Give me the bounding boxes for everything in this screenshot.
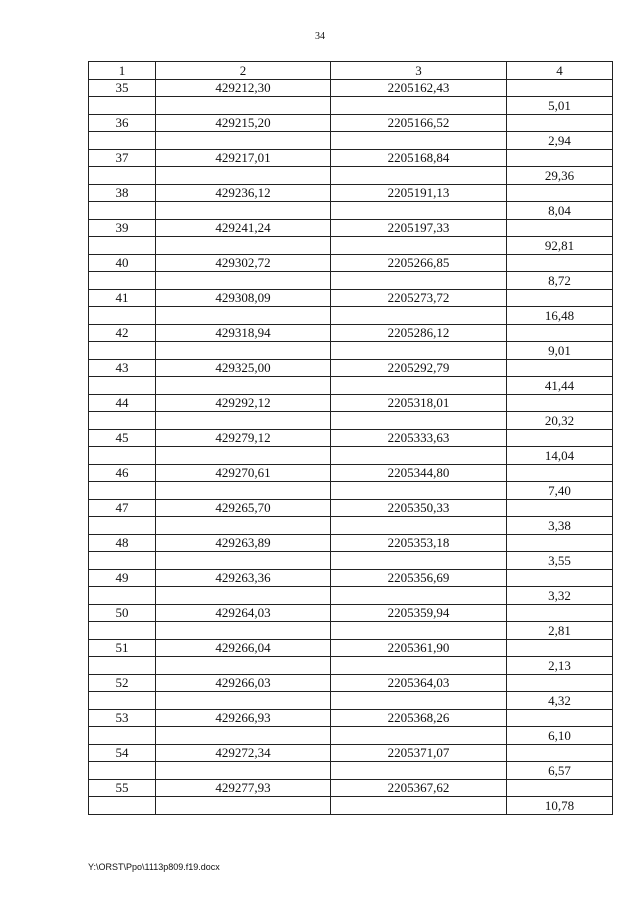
empty-cell — [89, 237, 156, 255]
y-coordinate-cell: 2205266,85 — [331, 254, 507, 272]
header-col-1: 1 — [89, 62, 156, 80]
point-number-cell: 46 — [89, 464, 156, 482]
point-number-cell: 44 — [89, 394, 156, 412]
table-row-distance — [89, 237, 613, 255]
empty-cell — [331, 517, 507, 535]
empty-cell — [331, 272, 507, 290]
table-row-point — [89, 569, 613, 587]
x-coordinate-cell: 429215,20 — [156, 114, 331, 132]
y-coordinate-cell: 2205286,12 — [331, 324, 507, 342]
table-row-distance — [89, 482, 613, 500]
table-row-distance — [89, 167, 613, 185]
empty-cell — [156, 482, 331, 500]
empty-cell — [89, 377, 156, 395]
empty-cell — [156, 342, 331, 360]
empty-cell — [89, 412, 156, 430]
x-coordinate-cell: 429217,01 — [156, 149, 331, 167]
x-coordinate-cell: 429325,00 — [156, 359, 331, 377]
empty-cell — [89, 132, 156, 150]
x-coordinate-cell: 429277,93 — [156, 779, 331, 797]
table-row-point — [89, 464, 613, 482]
table-row-distance — [89, 552, 613, 570]
distance-empty-cell — [507, 394, 613, 412]
distance-cell: 2,94 — [507, 132, 613, 150]
table-row-distance — [89, 342, 613, 360]
empty-cell — [156, 307, 331, 325]
empty-cell — [156, 97, 331, 115]
coordinates-table — [88, 61, 613, 815]
empty-cell — [331, 657, 507, 675]
y-coordinate-cell: 2205197,33 — [331, 219, 507, 237]
point-number-cell: 48 — [89, 534, 156, 552]
distance-cell: 14,04 — [507, 447, 613, 465]
empty-cell — [156, 762, 331, 780]
empty-cell — [331, 132, 507, 150]
table-row-point — [89, 499, 613, 517]
y-coordinate-cell: 2205162,43 — [331, 79, 507, 97]
distance-cell: 2,13 — [507, 657, 613, 675]
distance-empty-cell — [507, 254, 613, 272]
table-row-distance — [89, 307, 613, 325]
table-row-point — [89, 534, 613, 552]
distance-empty-cell — [507, 289, 613, 307]
empty-cell — [89, 552, 156, 570]
y-coordinate-cell: 2205367,62 — [331, 779, 507, 797]
empty-cell — [89, 482, 156, 500]
distance-cell: 3,32 — [507, 587, 613, 605]
empty-cell — [331, 167, 507, 185]
empty-cell — [89, 97, 156, 115]
table-row-distance — [89, 762, 613, 780]
x-coordinate-cell: 429212,30 — [156, 79, 331, 97]
table-row-point — [89, 324, 613, 342]
empty-cell — [331, 552, 507, 570]
distance-cell: 6,57 — [507, 762, 613, 780]
point-number-cell: 38 — [89, 184, 156, 202]
distance-cell: 41,44 — [507, 377, 613, 395]
empty-cell — [156, 237, 331, 255]
empty-cell — [156, 692, 331, 710]
empty-cell — [156, 552, 331, 570]
distance-cell: 4,32 — [507, 692, 613, 710]
y-coordinate-cell: 2205191,13 — [331, 184, 507, 202]
distance-empty-cell — [507, 149, 613, 167]
empty-cell — [156, 622, 331, 640]
distance-cell: 29,36 — [507, 167, 613, 185]
header-col-4: 4 — [507, 62, 613, 80]
x-coordinate-cell: 429264,03 — [156, 604, 331, 622]
empty-cell — [331, 97, 507, 115]
empty-cell — [156, 167, 331, 185]
y-coordinate-cell: 2205364,03 — [331, 674, 507, 692]
y-coordinate-cell: 2205361,90 — [331, 639, 507, 657]
x-coordinate-cell: 429279,12 — [156, 429, 331, 447]
distance-empty-cell — [507, 359, 613, 377]
table-row-distance — [89, 517, 613, 535]
point-number-cell: 40 — [89, 254, 156, 272]
distance-empty-cell — [507, 184, 613, 202]
header-col-3: 3 — [331, 62, 507, 80]
distance-empty-cell — [507, 639, 613, 657]
empty-cell — [331, 727, 507, 745]
table-row-distance — [89, 727, 613, 745]
table-row-distance — [89, 412, 613, 430]
y-coordinate-cell: 2205353,18 — [331, 534, 507, 552]
empty-cell — [156, 272, 331, 290]
empty-cell — [331, 797, 507, 815]
empty-cell — [89, 272, 156, 290]
empty-cell — [89, 307, 156, 325]
distance-cell: 10,78 — [507, 797, 613, 815]
distance-empty-cell — [507, 534, 613, 552]
y-coordinate-cell: 2205371,07 — [331, 744, 507, 762]
y-coordinate-cell: 2205359,94 — [331, 604, 507, 622]
point-number-cell: 50 — [89, 604, 156, 622]
distance-empty-cell — [507, 744, 613, 762]
table-row-distance — [89, 797, 613, 815]
x-coordinate-cell: 429266,93 — [156, 709, 331, 727]
empty-cell — [331, 412, 507, 430]
empty-cell — [156, 657, 331, 675]
distance-empty-cell — [507, 604, 613, 622]
x-coordinate-cell: 429263,36 — [156, 569, 331, 587]
point-number-cell: 41 — [89, 289, 156, 307]
distance-cell: 3,55 — [507, 552, 613, 570]
y-coordinate-cell: 2205168,84 — [331, 149, 507, 167]
table-body — [89, 79, 613, 814]
distance-cell: 20,32 — [507, 412, 613, 430]
distance-cell: 8,04 — [507, 202, 613, 220]
point-number-cell: 39 — [89, 219, 156, 237]
empty-cell — [156, 412, 331, 430]
x-coordinate-cell: 429263,89 — [156, 534, 331, 552]
empty-cell — [89, 657, 156, 675]
table-row-distance — [89, 447, 613, 465]
distance-cell: 16,48 — [507, 307, 613, 325]
distance-empty-cell — [507, 674, 613, 692]
distance-empty-cell — [507, 219, 613, 237]
distance-empty-cell — [507, 464, 613, 482]
y-coordinate-cell: 2205166,52 — [331, 114, 507, 132]
header-col-2: 2 — [156, 62, 331, 80]
empty-cell — [89, 762, 156, 780]
empty-cell — [331, 447, 507, 465]
point-number-cell: 52 — [89, 674, 156, 692]
x-coordinate-cell: 429265,70 — [156, 499, 331, 517]
y-coordinate-cell: 2205273,72 — [331, 289, 507, 307]
empty-cell — [331, 692, 507, 710]
empty-cell — [89, 447, 156, 465]
point-number-cell: 36 — [89, 114, 156, 132]
empty-cell — [156, 797, 331, 815]
empty-cell — [89, 167, 156, 185]
table-row-point — [89, 79, 613, 97]
empty-cell — [156, 132, 331, 150]
table-row-distance — [89, 97, 613, 115]
distance-cell: 2,81 — [507, 622, 613, 640]
distance-cell: 5,01 — [507, 97, 613, 115]
point-number-cell: 55 — [89, 779, 156, 797]
empty-cell — [156, 587, 331, 605]
distance-empty-cell — [507, 79, 613, 97]
x-coordinate-cell: 429270,61 — [156, 464, 331, 482]
point-number-cell: 42 — [89, 324, 156, 342]
empty-cell — [331, 762, 507, 780]
empty-cell — [89, 692, 156, 710]
distance-empty-cell — [507, 324, 613, 342]
x-coordinate-cell: 429266,04 — [156, 639, 331, 657]
point-number-cell: 51 — [89, 639, 156, 657]
x-coordinate-cell: 429308,09 — [156, 289, 331, 307]
x-coordinate-cell: 429236,12 — [156, 184, 331, 202]
distance-cell: 6,10 — [507, 727, 613, 745]
table-row-distance — [89, 202, 613, 220]
empty-cell — [89, 797, 156, 815]
empty-cell — [156, 202, 331, 220]
empty-cell — [331, 237, 507, 255]
point-number-cell: 37 — [89, 149, 156, 167]
empty-cell — [89, 587, 156, 605]
table-row-point — [89, 149, 613, 167]
x-coordinate-cell: 429272,34 — [156, 744, 331, 762]
distance-cell: 7,40 — [507, 482, 613, 500]
table-row-point — [89, 289, 613, 307]
point-number-cell: 49 — [89, 569, 156, 587]
point-number-cell: 35 — [89, 79, 156, 97]
empty-cell — [89, 517, 156, 535]
empty-cell — [156, 377, 331, 395]
table-row-distance — [89, 587, 613, 605]
table-row-point — [89, 254, 613, 272]
table-row-point — [89, 639, 613, 657]
empty-cell — [89, 342, 156, 360]
x-coordinate-cell: 429292,12 — [156, 394, 331, 412]
empty-cell — [331, 307, 507, 325]
empty-cell — [156, 447, 331, 465]
empty-cell — [331, 202, 507, 220]
distance-cell: 3,38 — [507, 517, 613, 535]
empty-cell — [331, 342, 507, 360]
table-row-point — [89, 744, 613, 762]
y-coordinate-cell: 2205333,63 — [331, 429, 507, 447]
empty-cell — [89, 622, 156, 640]
y-coordinate-cell: 2205344,80 — [331, 464, 507, 482]
table-row-point — [89, 604, 613, 622]
table-row-point — [89, 394, 613, 412]
table-row-distance — [89, 657, 613, 675]
distance-cell: 9,01 — [507, 342, 613, 360]
distance-empty-cell — [507, 709, 613, 727]
empty-cell — [331, 587, 507, 605]
point-number-cell: 54 — [89, 744, 156, 762]
table-row-point — [89, 114, 613, 132]
x-coordinate-cell: 429266,03 — [156, 674, 331, 692]
table-row-point — [89, 359, 613, 377]
table-row-distance — [89, 272, 613, 290]
distance-empty-cell — [507, 779, 613, 797]
table-row-point — [89, 219, 613, 237]
distance-empty-cell — [507, 499, 613, 517]
table-row-point — [89, 674, 613, 692]
page-number: 34 — [315, 31, 325, 42]
y-coordinate-cell: 2205350,33 — [331, 499, 507, 517]
point-number-cell: 53 — [89, 709, 156, 727]
point-number-cell: 45 — [89, 429, 156, 447]
distance-empty-cell — [507, 114, 613, 132]
point-number-cell: 43 — [89, 359, 156, 377]
table-row-distance — [89, 132, 613, 150]
empty-cell — [331, 377, 507, 395]
footer-file-path: Y:\ORST\Ppo\1113p809.f19.docx — [88, 862, 220, 872]
distance-empty-cell — [507, 569, 613, 587]
x-coordinate-cell: 429241,24 — [156, 219, 331, 237]
table-header-row — [89, 62, 613, 80]
empty-cell — [89, 727, 156, 745]
empty-cell — [331, 622, 507, 640]
empty-cell — [331, 482, 507, 500]
empty-cell — [156, 517, 331, 535]
y-coordinate-cell: 2205368,26 — [331, 709, 507, 727]
table-row-distance — [89, 377, 613, 395]
distance-empty-cell — [507, 429, 613, 447]
empty-cell — [89, 202, 156, 220]
table-row-point — [89, 429, 613, 447]
empty-cell — [156, 727, 331, 745]
distance-cell: 8,72 — [507, 272, 613, 290]
table-row-point — [89, 184, 613, 202]
y-coordinate-cell: 2205356,69 — [331, 569, 507, 587]
distance-cell: 92,81 — [507, 237, 613, 255]
x-coordinate-cell: 429318,94 — [156, 324, 331, 342]
table-row-point — [89, 779, 613, 797]
y-coordinate-cell: 2205292,79 — [331, 359, 507, 377]
x-coordinate-cell: 429302,72 — [156, 254, 331, 272]
y-coordinate-cell: 2205318,01 — [331, 394, 507, 412]
table-row-point — [89, 709, 613, 727]
point-number-cell: 47 — [89, 499, 156, 517]
table-row-distance — [89, 622, 613, 640]
table-row-distance — [89, 692, 613, 710]
